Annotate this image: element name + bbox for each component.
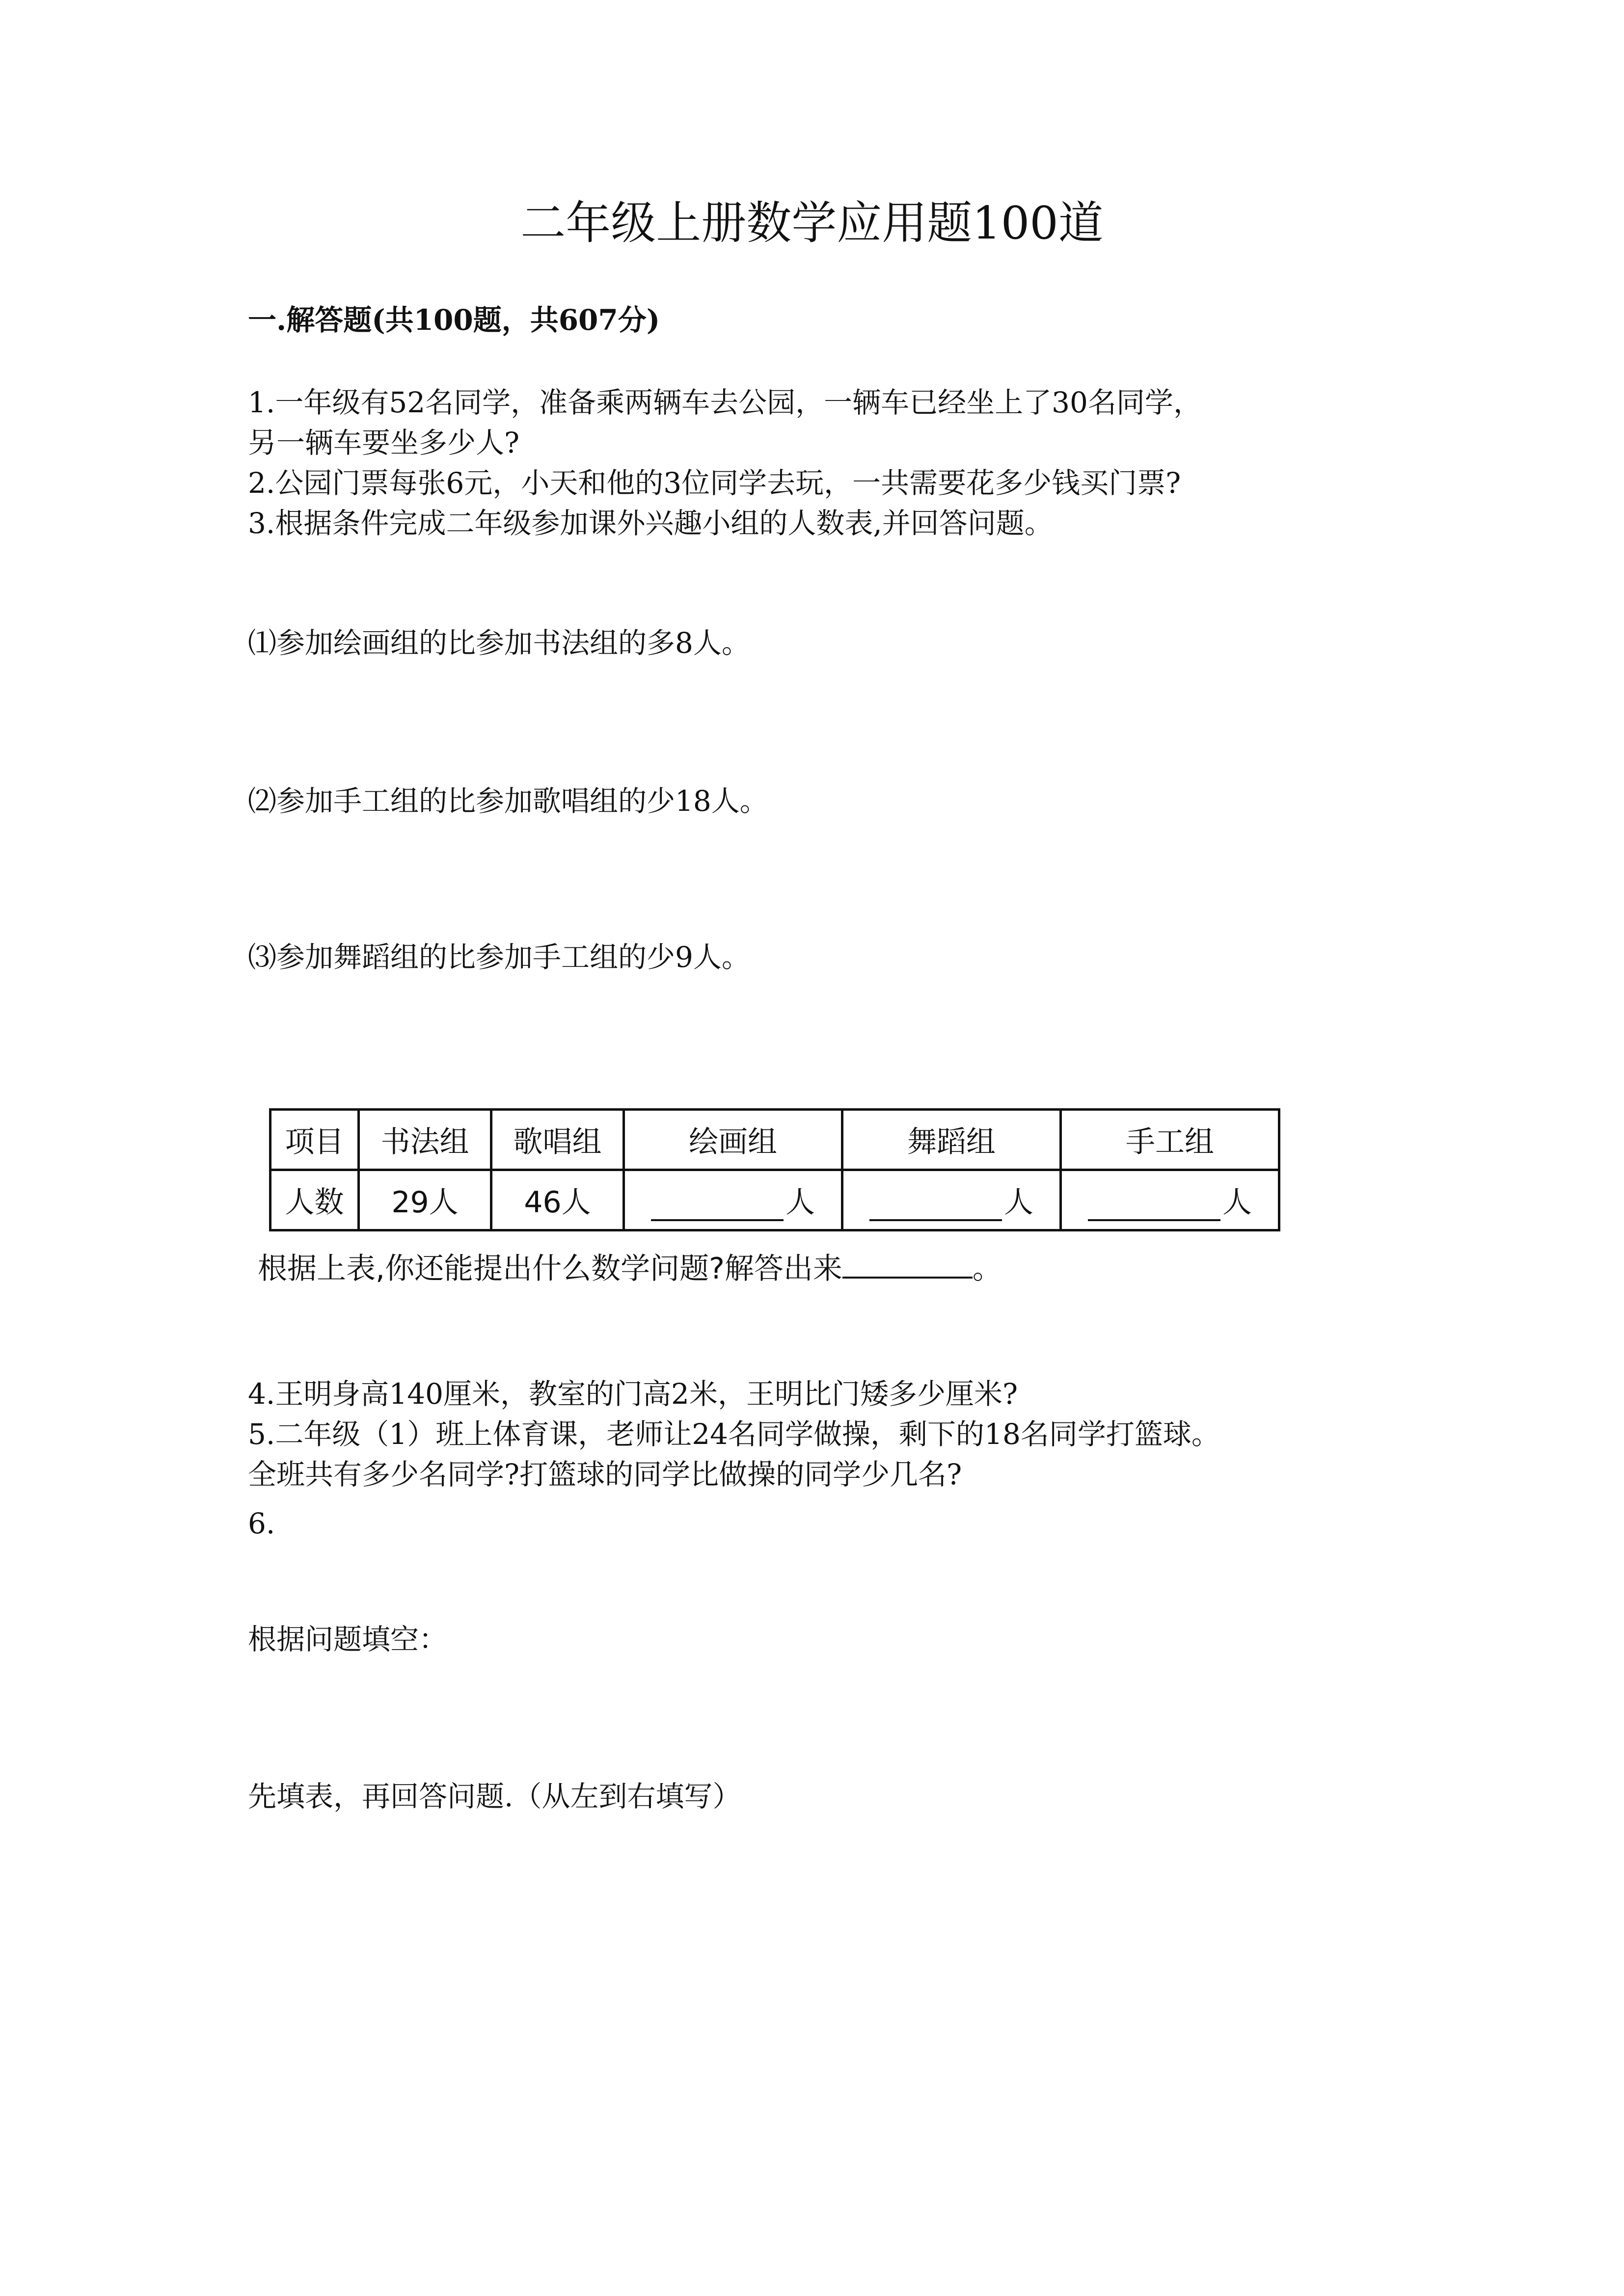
page-title: 二年级上册数学应用题100道 xyxy=(520,197,1104,249)
unit-label: 人 xyxy=(785,1185,815,1220)
unit-label: 人 xyxy=(1004,1185,1033,1220)
interest-group-table xyxy=(269,1108,1280,1231)
table-cell-blank xyxy=(842,1170,1061,1230)
table-row xyxy=(271,1170,1279,1230)
question-4: 4.王明身高140厘米，教室的门高2米，王明比门矮多少厘米? xyxy=(248,1377,1018,1411)
question-5-line-2: 全班共有多少名同学?打篮球的同学比做操的同学少几名? xyxy=(248,1458,962,1491)
table-header-cell: 舞蹈组 xyxy=(842,1110,1061,1170)
question-6: 6. xyxy=(248,1507,275,1540)
table-note-end: 。 xyxy=(972,1252,1002,1286)
answer-blank xyxy=(842,1252,973,1279)
table-header-cell: 歌唱组 xyxy=(491,1110,624,1170)
answer-blank xyxy=(869,1200,1002,1221)
question-6-sub-2: 先填表，再回答问题.（从左到右填写） xyxy=(248,1780,741,1813)
section-heading: 一.解答题(共100题，共607分) xyxy=(248,303,660,337)
answer-blank xyxy=(1088,1200,1220,1221)
question-3: 3.根据条件完成二年级参加课外兴趣小组的人数表,并回答问题。 xyxy=(248,507,1053,540)
table-header-cell: 书法组 xyxy=(359,1110,491,1170)
answer-blank xyxy=(651,1200,784,1221)
question-5-line-1: 5.二年级（1）班上体育课，老师让24名同学做操，剩下的18名同学打篮球。 xyxy=(248,1417,1220,1451)
question-3-condition-2: ⑵参加手工组的比参加歌唱组的少18人。 xyxy=(248,784,768,818)
question-2: 2.公园门票每张6元，小天和他的3位同学去玩，一共需要花多少钱买门票? xyxy=(248,466,1181,500)
table-header-cell: 绘画组 xyxy=(624,1110,842,1170)
table-header-cell: 手工组 xyxy=(1061,1110,1279,1170)
table-cell-blank xyxy=(1061,1170,1279,1230)
unit-label: 人 xyxy=(1222,1185,1252,1220)
question-1-line-1: 1.一年级有52名同学，准备乘两辆车去公园，一辆车已经坐上了30名同学， xyxy=(248,386,1202,419)
table-row-label: 人数 xyxy=(271,1170,359,1230)
table-cell: 29人 xyxy=(359,1170,491,1230)
table-header-row xyxy=(271,1110,1279,1170)
interest-group-table-wrap xyxy=(269,1108,1280,1231)
question-6-sub-1: 根据问题填空： xyxy=(248,1623,448,1656)
table-cell-blank xyxy=(624,1170,842,1230)
question-3-condition-1: ⑴参加绘画组的比参加书法组的多8人。 xyxy=(248,626,750,660)
table-note xyxy=(258,1249,1002,1288)
table-cell: 46人 xyxy=(491,1170,624,1230)
question-1-line-2: 另一辆车要坐多少人? xyxy=(248,426,520,459)
question-3-condition-3: ⑶参加舞蹈组的比参加手工组的少9人。 xyxy=(248,940,750,974)
table-note-text: 根据上表,你还能提出什么数学问题?解答出来 xyxy=(258,1252,842,1286)
table-header-cell: 项目 xyxy=(271,1110,359,1170)
